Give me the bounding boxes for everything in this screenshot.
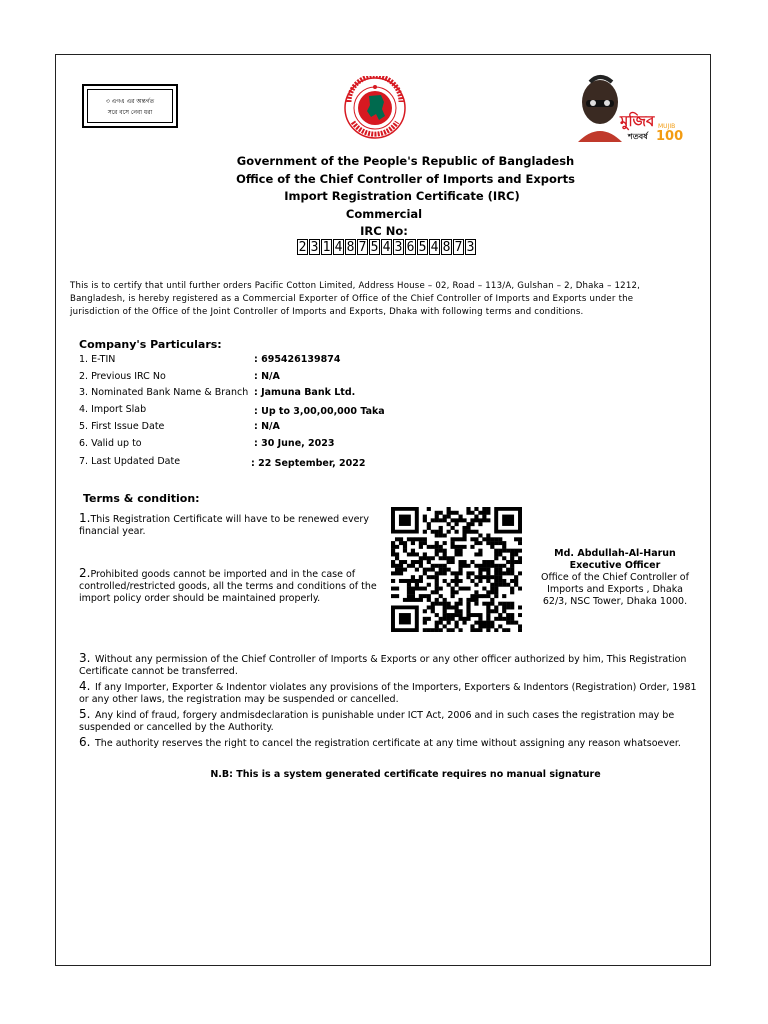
particular-value: : N/A (254, 371, 280, 382)
term-number: 3. (79, 651, 91, 665)
particular-value: : 695426139874 (254, 354, 341, 365)
irc-digit: 7 (358, 240, 367, 255)
svg-text:100: 100 (656, 129, 684, 142)
particulars-title: Company's Particulars: (79, 338, 222, 351)
term-item (79, 708, 699, 734)
heading-office: Office of the Chief Controller of Imports and Exports (236, 172, 575, 186)
signatory-name: Md. Abdullah-Al-Harun (554, 548, 676, 559)
particular-label: 2. Previous IRC No (79, 371, 166, 382)
irc-digit: 1 (322, 240, 331, 255)
term-item (79, 567, 379, 605)
term-text: If any Importer, Exporter & Indentor violates any provisions of the Importers, Exporters & Indentors (Registration) Order, 1981 or any other laws, the registration may be suspended or cancelled. (79, 682, 697, 705)
stamp-line-1: ৩ এগএ এর অন্তর্গত (105, 98, 155, 105)
term-item (79, 736, 699, 750)
particular-label: 1. E-TIN (79, 354, 116, 365)
qr-code-icon (391, 507, 522, 632)
irc-digit: 4 (334, 240, 343, 255)
irc-digit: 7 (454, 240, 463, 255)
irc-digit: 4 (430, 240, 439, 255)
irc-digit: 2 (298, 240, 307, 255)
term-text: The authority reserves the right to cancel the registration certificate at any time without assigning any reason whatsoever. (95, 738, 681, 749)
term-item (79, 512, 379, 538)
irc-label: IRC No: (360, 224, 408, 238)
particular-value: : 22 September, 2022 (251, 458, 366, 469)
particular-value: : N/A (254, 421, 280, 432)
terms-title: Terms & condition: (83, 492, 200, 505)
particular-label: 7. Last Updated Date (79, 456, 181, 467)
particular-value: : Up to 3,00,00,000 Taka (254, 406, 385, 417)
svg-text:MUJIB: MUJIB (658, 123, 676, 130)
mujib-100-logo-icon (570, 70, 685, 142)
heading-commercial: Commercial (345, 207, 423, 221)
term-number: 6. (79, 735, 91, 749)
stamp-text (87, 89, 173, 123)
term-number: 1. (79, 511, 91, 525)
irc-digit: 3 (466, 240, 475, 255)
signatory-designation: Executive Officer (569, 560, 661, 571)
term-text: This Registration Certificate will have to be renewed every financial year. (79, 514, 369, 537)
term-text: Prohibited goods cannot be imported and in the case of controlled/restricted goods, all the terms and conditions of the import policy order should be maintained properly. (79, 569, 377, 604)
signatory-office: Office of the Chief Controller of Imports and Exports , Dhaka (541, 572, 689, 595)
particular-value: : Jamuna Bank Ltd. (254, 387, 356, 398)
irc-digit: 8 (346, 240, 355, 255)
certification-paragraph: This is to certify that until further orders Pacific Cotton Limited, Address House – 02, Road – 113/A, Gulshan – 2, Dhaka – 1212, Bangladesh, is hereby registered as a Commercial Exporter of Office of the Chief Controller of Imports and Exports under the jurisdiction of the Office of the Joint Controller of Imports and Exports, Dhaka with following terms and conditions. (70, 281, 641, 317)
term-number: 5. (79, 707, 91, 721)
particular-label: 4. Import Slab (79, 404, 147, 415)
irc-digit: 3 (394, 240, 403, 255)
irc-digit: 5 (370, 240, 379, 255)
government-seal-icon (343, 76, 407, 140)
heading-certificate-type: Import Registration Certificate (IRC) (284, 189, 520, 203)
irc-digit: 4 (382, 240, 391, 255)
term-text: Any kind of fraud, forgery andmisdeclaration is punishable under ICT Act, 2006 and in such cases the registration may be suspended or cancelled by the Authority. (79, 710, 675, 733)
svg-text:শতবর্ষ: শতবর্ষ (628, 132, 648, 141)
term-item (79, 652, 699, 678)
term-number: 4. (79, 679, 91, 693)
irc-digit: 3 (310, 240, 319, 255)
particular-label: 6. Valid up to (79, 438, 142, 449)
signatory-block (530, 548, 700, 608)
signatory-address: 62/3, NSC Tower, Dhaka 1000. (542, 596, 688, 607)
system-generated-note: N.B: This is a system generated certificate requires no manual signature (210, 769, 601, 780)
irc-number (297, 239, 477, 255)
particular-value: : 30 June, 2023 (254, 438, 335, 449)
svg-text:মুজিব: মুজিব (620, 112, 655, 130)
stamp-line-2: সরে বসে নেবা ধরা (107, 109, 153, 116)
irc-digit: 8 (442, 240, 451, 255)
heading-government: Government of the People's Republic of Bangladesh (236, 154, 575, 168)
particular-label: 3. Nominated Bank Name & Branch (79, 387, 249, 398)
stamp-box (82, 84, 178, 128)
term-text: Without any permission of the Chief Controller of Imports & Exports or any other officer authorized by him, This Registration Certificate cannot be transferred. (79, 654, 687, 677)
irc-digit: 5 (418, 240, 427, 255)
particular-label: 5. First Issue Date (79, 421, 165, 432)
term-item (79, 680, 699, 706)
term-number: 2. (79, 566, 91, 580)
irc-digit: 6 (406, 240, 415, 255)
